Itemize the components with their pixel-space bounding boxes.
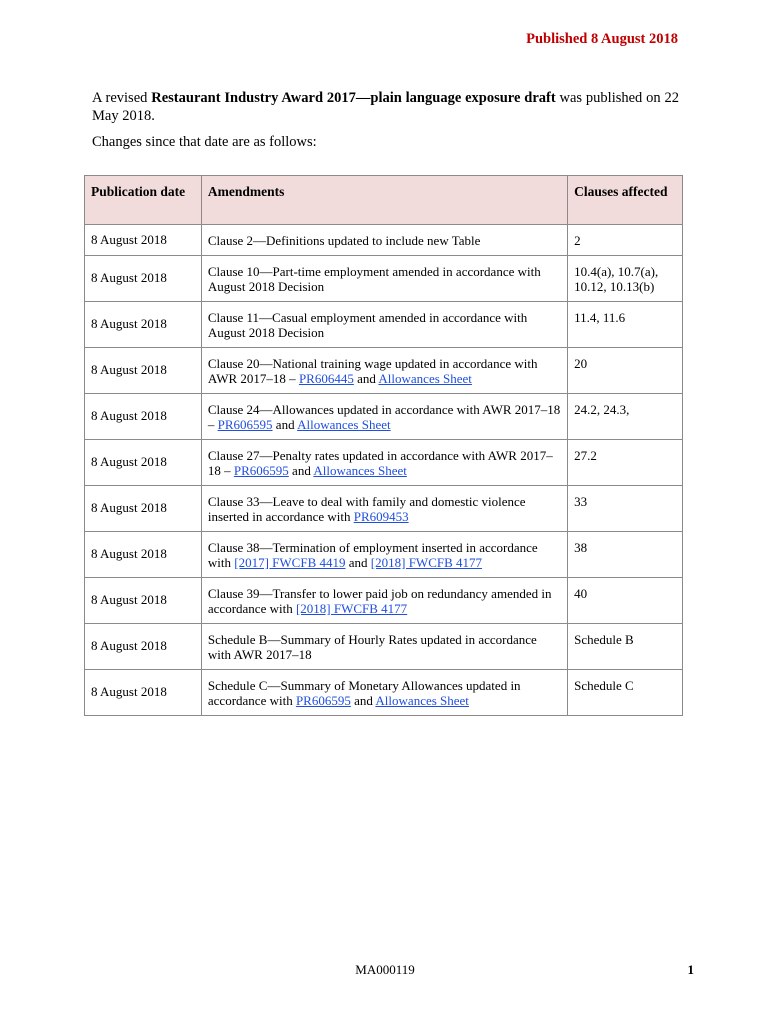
row-date: 8 August 2018 [85,531,202,577]
header-clauses-affected: Clauses affected [568,176,683,225]
row-date: 8 August 2018 [85,301,202,347]
header-publication-date: Publication date [85,176,202,225]
amendment-text: Clause 39—Transfer to lower paid job on redundancy amended in accordance with [207,585,552,616]
row-clauses: 40 [568,577,683,623]
link-allowances-sheet[interactable]: Allowances Sheet [297,417,391,432]
link-allowances-sheet[interactable]: Allowances Sheet [378,371,472,386]
amendment-text: Clause 27—Penalty rates updated in accordance with AWR 2017–18 – [207,447,553,478]
table-row [85,669,683,715]
row-amendment [201,255,567,301]
published-date: Published 8 August 2018 [526,31,678,47]
link-pr609453[interactable]: PR609453 [353,509,409,524]
changes-intro: Changes since that date are as follows: [92,134,317,150]
page-number: 1 [687,962,694,977]
amendment-joiner: and [350,693,376,708]
link-allowances-sheet[interactable]: Allowances Sheet [375,693,469,708]
row-amendment [201,623,567,669]
row-date: 8 August 2018 [85,255,202,301]
table-row [85,623,683,669]
row-amendment [201,225,567,256]
table-row [85,577,683,623]
row-clauses: 38 [568,531,683,577]
amendment-text: Clause 10—Part-time employment amended in accordance with August 2018 Decision [207,263,541,294]
table-row [85,531,683,577]
link-pr606445[interactable]: PR606445 [298,371,354,386]
amendment-text: Clause 11—Casual employment amended in accordance with August 2018 Decision [207,309,528,340]
row-clauses: 11.4, 11.6 [568,301,683,347]
amendment-joiner: and [353,371,379,386]
row-amendment [201,393,567,439]
table-row [85,439,683,485]
row-date: 8 August 2018 [85,225,202,256]
link-2017-fwcfb-4419[interactable]: [2017] FWCFB 4419 [234,555,346,570]
intro-paragraph [92,89,679,125]
row-clauses: 24.2, 24.3, [568,393,683,439]
link-allowances-sheet[interactable]: Allowances Sheet [313,463,407,478]
row-clauses: Schedule B [568,623,683,669]
amendment-text: Schedule C—Summary of Monetary Allowances updated in accordance with [207,677,521,708]
row-amendment [201,439,567,485]
link-2018-fwcfb-4177[interactable]: [2018] FWCFB 4177 [295,601,408,616]
amendment-text: Clause 33—Leave to deal with family and domestic violence inserted in accordance with [207,493,526,524]
row-amendment [201,347,567,393]
amendment-text: Clause 20—National training wage updated in accordance with AWR 2017–18 – [207,355,538,386]
table-row [85,393,683,439]
amendment-text: Clause 24—Allowances updated in accordance with AWR 2017–18 – [207,401,561,432]
link-2018-fwcfb-4177[interactable]: [2018] FWCFB 4177 [370,555,483,570]
amendment-text: Clause 38—Termination of employment inserted in accordance with [207,539,538,570]
amendment-joiner: and [272,417,298,432]
table-header-row [85,176,683,225]
row-date: 8 August 2018 [85,439,202,485]
table-row [85,485,683,531]
row-date: 8 August 2018 [85,623,202,669]
row-date: 8 August 2018 [85,485,202,531]
amendments-table [84,175,683,716]
row-amendment [201,577,567,623]
header-amendments: Amendments [201,176,567,225]
row-clauses: 20 [568,347,683,393]
row-date: 8 August 2018 [85,347,202,393]
table-row [85,225,683,256]
amendment-text: Schedule B—Summary of Hourly Rates updated in accordance with AWR 2017–18 [207,631,537,662]
row-clauses: Schedule C [568,669,683,715]
link-pr606595[interactable]: PR606595 [233,463,289,478]
row-clauses: 10.4(a), 10.7(a), 10.12, 10.13(b) [568,255,683,301]
table-row [85,301,683,347]
intro-suffix: was published on 22 May 2018. [92,90,679,124]
row-amendment [201,485,567,531]
row-date: 8 August 2018 [85,393,202,439]
row-amendment [201,301,567,347]
document-code: MA000119 [355,962,415,977]
intro-prefix: A revised [92,90,152,106]
link-pr606595[interactable]: PR606595 [295,693,351,708]
row-date: 8 August 2018 [85,577,202,623]
row-amendment [201,531,567,577]
table-row [85,255,683,301]
row-clauses: 33 [568,485,683,531]
row-clauses: 27.2 [568,439,683,485]
amendment-joiner: and [288,463,314,478]
amendment-joiner: and [345,555,371,570]
row-date: 8 August 2018 [85,669,202,715]
table-row [85,347,683,393]
amendment-text: Clause 2—Definitions updated to include new Table [207,233,481,248]
link-pr606595[interactable]: PR606595 [217,417,273,432]
row-clauses: 2 [568,225,683,256]
row-amendment [201,669,567,715]
award-title: Restaurant Industry Award 2017—plain language exposure draft [151,90,556,106]
